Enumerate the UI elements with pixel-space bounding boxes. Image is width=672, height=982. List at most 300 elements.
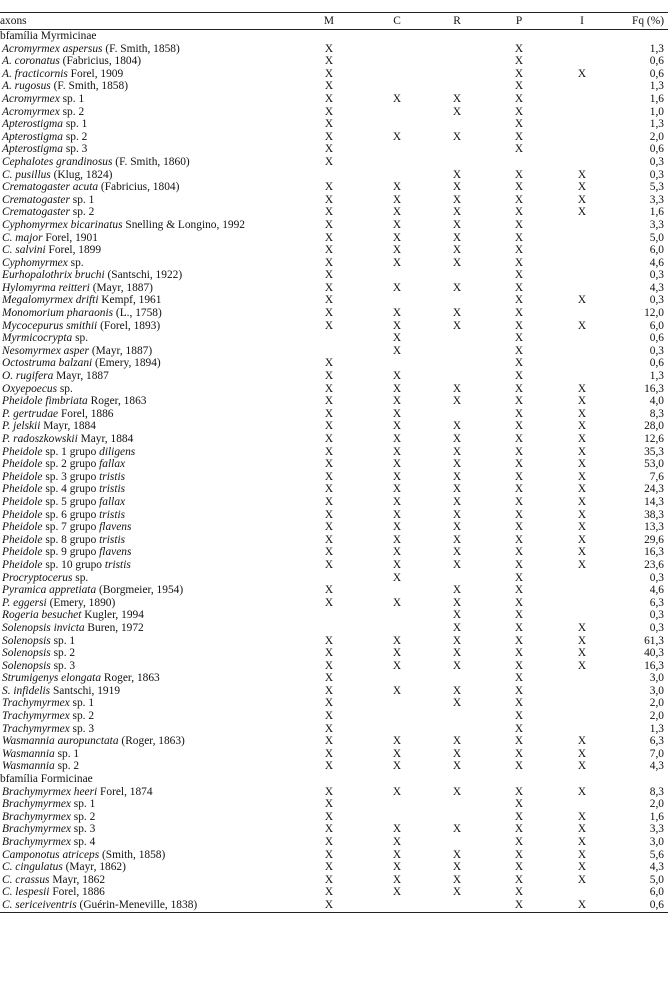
taxon-cell	[0, 93, 290, 106]
table-row	[0, 269, 668, 282]
taxon-name: Oxyepoecus	[2, 382, 58, 395]
cell-frequency: 1,6	[649, 810, 664, 823]
cell-m: X	[324, 508, 334, 521]
taxon-author: (Fabricius, 1804)	[59, 55, 142, 68]
cell-p: X	[514, 92, 524, 105]
cell-frequency: 0,6	[649, 332, 664, 345]
taxon-cell	[0, 635, 290, 648]
cell-c: X	[392, 684, 402, 697]
cell-frequency: 4,3	[649, 760, 664, 773]
taxon-name: Eurhopalothrix bruchi	[2, 269, 105, 282]
taxon-cell	[0, 559, 290, 572]
cell-c: X	[392, 886, 402, 899]
cell-r: X	[452, 181, 462, 194]
cell-i	[550, 798, 614, 811]
taxon-author: (Guérin-Meneville, 1838)	[76, 898, 198, 911]
taxon-name: Pheidole	[2, 495, 43, 508]
taxon-author: Mayr, 1884	[40, 420, 96, 433]
cell-frequency: 0,3	[649, 621, 664, 634]
cell-i	[550, 219, 614, 232]
cell-m: X	[324, 848, 334, 861]
cell-p: X	[514, 458, 524, 471]
cell-r: X	[452, 433, 462, 445]
cell-p: X	[514, 735, 524, 748]
cell-c: X	[392, 420, 402, 433]
table-body	[0, 30, 668, 913]
taxon-author: Mayr, 1887	[53, 370, 109, 383]
taxon-author: sp.	[67, 256, 84, 269]
cell-c: X	[392, 747, 402, 760]
table-row	[0, 232, 668, 245]
cell-r: X	[452, 659, 462, 672]
cell-p: X	[514, 621, 524, 634]
cell-p: X	[514, 710, 524, 723]
cell-r: X	[452, 495, 462, 508]
table-row	[0, 118, 668, 131]
table-row	[0, 509, 668, 522]
taxon-author: Mayr, 1884	[77, 433, 134, 445]
cell-r: X	[452, 307, 462, 320]
cell-c: X	[392, 370, 402, 383]
cell-c: X	[392, 92, 402, 105]
taxon-name: Brachymyrmex heeri	[2, 785, 98, 798]
taxon-cell	[0, 43, 290, 56]
cell-p: X	[514, 395, 524, 408]
taxon-name: Pheidole	[2, 445, 43, 458]
cell-c: X	[392, 218, 402, 231]
cell-r	[426, 710, 488, 723]
cell-p: X	[514, 634, 524, 647]
table-row	[0, 307, 668, 320]
cell-p: X	[514, 760, 524, 773]
taxon-author: Roger, 1863	[101, 672, 160, 685]
taxon-author: sp. 2	[70, 810, 96, 823]
table-row	[0, 861, 668, 874]
taxon-name: Crematogaster	[2, 193, 70, 206]
cell-frequency: 3,0	[649, 672, 664, 685]
taxon-name: Pyramica appretiata	[2, 584, 97, 597]
taxon-name: A. fracticornis	[2, 67, 68, 80]
table-row	[0, 823, 668, 836]
cell-p: X	[514, 55, 524, 68]
taxon-author: (Klug, 1824)	[50, 168, 113, 181]
cell-frequency: 38,3	[644, 508, 664, 521]
cell-m: X	[324, 470, 334, 483]
cell-frequency: 3,0	[649, 684, 664, 697]
cell-p: X	[514, 684, 524, 697]
cell-p: X	[514, 672, 524, 685]
cell-frequency: 0,6	[649, 143, 664, 156]
table-row	[0, 93, 668, 106]
table-row	[0, 723, 668, 736]
cell-i	[550, 43, 614, 56]
cell-c: X	[392, 836, 402, 848]
header-p: P	[515, 14, 523, 27]
cell-frequency: 16,3	[644, 659, 664, 672]
cell-m: X	[324, 395, 334, 408]
cell-i: X	[577, 836, 587, 848]
taxon-cell	[0, 899, 290, 912]
taxon-author: Kugler, 1994	[81, 609, 144, 622]
taxon-author: sp. 1	[59, 92, 85, 105]
cell-p: X	[514, 697, 524, 710]
table-row	[0, 786, 668, 799]
cell-frequency: 29,6	[644, 533, 664, 546]
cell-p: X	[514, 130, 524, 143]
cell-frequency: 0,3	[649, 155, 664, 168]
cell-r: X	[452, 747, 462, 760]
cell-r: X	[452, 584, 462, 597]
table-row	[0, 521, 668, 534]
taxon-author: Roger, 1863	[87, 395, 147, 408]
cell-r: X	[452, 861, 462, 874]
cell-frequency: 6,0	[649, 886, 664, 899]
taxon-cell	[0, 886, 290, 899]
taxon-name: Solenopsis invicta	[2, 621, 85, 634]
cell-r: X	[452, 244, 462, 257]
table-row	[0, 282, 668, 295]
taxon-cell	[0, 80, 290, 93]
taxon-name: Pheidole	[2, 483, 43, 496]
taxon-author: (Mayr, 1862)	[62, 861, 126, 874]
taxon-name: Solenopsis	[2, 634, 51, 647]
table-row	[0, 357, 668, 370]
taxon-author: Forel, 1901	[42, 231, 98, 244]
taxon-author: sp. 1	[62, 118, 88, 131]
subfamily-label: bfamília Formicinae	[0, 773, 93, 786]
taxon-cell	[0, 320, 290, 333]
cell-m	[290, 345, 368, 358]
cell-c: X	[392, 571, 402, 584]
cell-frequency: 6,3	[649, 735, 664, 748]
table-row	[0, 622, 668, 635]
cell-r: X	[452, 609, 462, 622]
taxon-cell	[0, 55, 290, 68]
cell-i: X	[577, 823, 587, 836]
cell-p: X	[514, 168, 524, 181]
taxon-name: P. gertrudae	[2, 407, 59, 420]
taxon-author: Forel, 1874	[97, 785, 153, 798]
cell-c: X	[392, 546, 402, 559]
table-row	[0, 798, 668, 811]
cell-i	[550, 723, 614, 736]
cell-c: X	[392, 307, 402, 320]
cell-i	[550, 685, 614, 698]
cell-m: X	[324, 206, 334, 219]
cell-p: X	[514, 898, 524, 911]
taxon-cell	[0, 735, 290, 748]
table-header	[0, 13, 668, 30]
cell-p: X	[514, 596, 524, 609]
cell-p: X	[514, 206, 524, 219]
table-row	[0, 395, 668, 408]
cell-r	[426, 408, 488, 421]
cell-m: X	[324, 898, 334, 911]
taxon-name: Megalomyrmex drifti	[2, 294, 99, 307]
cell-i	[550, 232, 614, 245]
taxon-author: (Borgmeier, 1954)	[96, 584, 184, 597]
cell-frequency: 1,0	[649, 105, 664, 118]
cell-p: X	[514, 269, 524, 282]
cell-m: X	[324, 42, 334, 55]
taxon-group: fallax	[99, 458, 126, 471]
cell-r	[426, 357, 488, 370]
taxon-cell	[0, 471, 290, 484]
taxon-author: sp. 1	[50, 634, 76, 647]
cell-frequency: 28,0	[644, 420, 664, 433]
taxon-author: sp. 2	[69, 710, 95, 723]
cell-c: X	[392, 130, 402, 143]
cell-frequency: 1,3	[649, 370, 664, 383]
cell-frequency: 40,3	[644, 647, 664, 660]
taxon-cell	[0, 786, 290, 799]
taxon-cell	[0, 811, 290, 824]
cell-c	[368, 80, 426, 93]
table-row	[0, 194, 668, 207]
cell-i	[550, 143, 614, 156]
taxon-author: sp. 3	[62, 143, 88, 156]
taxon-author: sp. 2	[59, 105, 85, 118]
cell-m: X	[324, 747, 334, 760]
cell-m: X	[324, 357, 334, 370]
taxon-cell	[0, 181, 290, 194]
cell-m	[290, 572, 368, 585]
cell-c: X	[392, 281, 402, 294]
taxon-name: Myrmicocrypta	[2, 332, 73, 345]
table-row	[0, 748, 668, 761]
taxon-cell	[0, 345, 290, 358]
cell-frequency: 0,3	[649, 168, 664, 181]
cell-i	[550, 584, 614, 597]
cell-i	[550, 244, 614, 257]
cell-m: X	[324, 672, 334, 685]
cell-m: X	[324, 584, 334, 597]
table-row	[0, 697, 668, 710]
cell-c: X	[392, 823, 402, 836]
cell-i: X	[577, 785, 587, 798]
cell-m: X	[324, 307, 334, 320]
table-row	[0, 131, 668, 144]
taxon-author: (F. Smith, 1858)	[50, 80, 128, 93]
cell-p: X	[514, 873, 524, 886]
cell-c: X	[392, 495, 402, 508]
table-row	[0, 735, 668, 748]
table-row	[0, 597, 668, 610]
taxon-name: Crematogaster acuta	[2, 181, 99, 194]
taxon-author: Mayr, 1862	[49, 873, 106, 886]
table-row	[0, 811, 668, 824]
taxon-author: (Smith, 1858)	[99, 848, 166, 861]
cell-i	[550, 572, 614, 585]
cell-m: X	[324, 281, 334, 294]
cell-i: X	[577, 621, 587, 634]
taxon-author: sp. 8 grupo	[42, 533, 100, 546]
taxon-cell	[0, 584, 290, 597]
cell-r	[426, 332, 488, 345]
table-row	[0, 169, 668, 182]
table-row	[0, 181, 668, 194]
taxon-cell	[0, 257, 290, 270]
cell-c: X	[392, 848, 402, 861]
cell-c	[368, 43, 426, 56]
cell-frequency: 0,6	[649, 357, 664, 370]
cell-p: X	[514, 546, 524, 559]
cell-r: X	[452, 218, 462, 231]
taxon-name: Apterostigma	[2, 118, 63, 131]
cell-m: X	[324, 193, 334, 206]
cell-p: X	[514, 584, 524, 597]
taxon-cell	[0, 483, 290, 496]
cell-i: X	[577, 168, 587, 181]
cell-c	[368, 357, 426, 370]
table-row	[0, 345, 668, 358]
cell-c: X	[392, 634, 402, 647]
subfamily-label: bfamília Myrmicinae	[0, 30, 97, 42]
taxon-group: fallax	[99, 495, 126, 508]
table-row	[0, 106, 668, 119]
cell-r: X	[452, 231, 462, 244]
taxon-cell	[0, 697, 290, 710]
cell-r: X	[452, 684, 462, 697]
cell-i: X	[577, 483, 587, 496]
cell-frequency: 6,0	[649, 319, 664, 332]
taxon-name: A. rugosus	[2, 80, 51, 93]
cell-frequency: 0,3	[649, 344, 664, 357]
taxon-cell	[0, 521, 290, 534]
table-row	[0, 370, 668, 383]
taxon-cell	[0, 307, 290, 320]
taxon-cell	[0, 597, 290, 610]
taxon-author: sp. 2	[50, 647, 76, 660]
taxon-name: Pheidole	[2, 508, 43, 521]
cell-m: X	[324, 710, 334, 723]
taxon-author: Forel, 1886	[49, 886, 105, 899]
cell-frequency: 16,3	[644, 382, 664, 395]
taxon-name: P. radoszkowskii	[2, 433, 78, 445]
cell-p: X	[514, 181, 524, 194]
taxon-author: (Roger, 1863)	[118, 735, 185, 748]
taxon-author: (L., 1758)	[113, 307, 162, 320]
cell-m: X	[324, 823, 334, 836]
cell-p: X	[514, 344, 524, 357]
cell-p	[488, 156, 550, 169]
cell-r	[426, 118, 488, 131]
cell-p: X	[514, 836, 524, 848]
taxon-author: sp.	[57, 382, 73, 395]
taxon-author: sp. 2	[69, 206, 95, 219]
cell-frequency: 5,0	[649, 873, 664, 886]
taxon-name: A. coronatus	[2, 55, 60, 68]
cell-p: X	[514, 508, 524, 521]
cell-i: X	[577, 558, 587, 571]
taxon-cell	[0, 874, 290, 887]
taxon-name: Octostruma balzani	[2, 357, 93, 370]
table-row	[0, 68, 668, 81]
taxon-author: sp. 1	[69, 193, 95, 206]
subfamily-row	[0, 30, 668, 43]
cell-frequency: 6,3	[649, 596, 664, 609]
cell-c: X	[392, 344, 402, 357]
taxon-cell	[0, 194, 290, 207]
cell-p: X	[514, 722, 524, 735]
cell-c: X	[392, 332, 402, 345]
taxon-author: Forel, 1909	[67, 67, 124, 80]
cell-i	[550, 282, 614, 295]
cell-p: X	[514, 659, 524, 672]
cell-frequency: 53,0	[644, 458, 664, 471]
cell-r: X	[452, 130, 462, 143]
taxon-author: sp. 4 grupo	[42, 483, 100, 496]
taxon-author: Santschi, 1919	[50, 684, 121, 697]
cell-r: X	[452, 735, 462, 748]
cell-m: X	[324, 407, 334, 420]
table-row	[0, 219, 668, 232]
cell-r: X	[452, 470, 462, 483]
cell-i: X	[577, 647, 587, 660]
table-row	[0, 874, 668, 887]
cell-frequency: 8,3	[649, 785, 664, 798]
cell-c: X	[392, 382, 402, 395]
taxon-name: C. lespesii	[2, 886, 50, 899]
cell-frequency: 4,6	[649, 584, 664, 597]
taxon-name: Brachymyrmex	[2, 810, 71, 823]
cell-r: X	[452, 521, 462, 534]
cell-r	[426, 43, 488, 56]
cell-frequency: 0,6	[649, 898, 664, 911]
cell-frequency: 2,0	[649, 130, 664, 143]
taxon-name: S. infidelis	[2, 684, 51, 697]
cell-c	[368, 143, 426, 156]
cell-c	[368, 710, 426, 723]
cell-i: X	[577, 747, 587, 760]
cell-p: X	[514, 571, 524, 584]
cell-frequency: 1,3	[649, 80, 664, 93]
cell-p: X	[514, 105, 524, 118]
taxon-cell	[0, 269, 290, 282]
cell-c: X	[392, 181, 402, 194]
cell-r: X	[452, 92, 462, 105]
cell-m: X	[324, 735, 334, 748]
cell-m: X	[324, 546, 334, 559]
taxon-cell	[0, 458, 290, 471]
cell-m: X	[324, 433, 334, 445]
taxon-name: Mycocepurus smithii	[2, 319, 98, 332]
cell-r: X	[452, 760, 462, 773]
cell-frequency: 4,3	[649, 861, 664, 874]
cell-c: X	[392, 458, 402, 471]
cell-i: X	[577, 433, 587, 445]
cell-i: X	[577, 382, 587, 395]
cell-frequency: 1,3	[649, 722, 664, 735]
cell-i: X	[577, 533, 587, 546]
taxon-name: Solenopsis	[2, 647, 51, 660]
taxon-cell	[0, 118, 290, 131]
taxon-cell	[0, 408, 290, 421]
header-fq: Fq (%)	[632, 14, 664, 27]
header-c: C	[393, 14, 401, 27]
table-row	[0, 760, 668, 773]
taxon-cell	[0, 131, 290, 144]
taxon-name: Pheidole	[2, 533, 43, 546]
taxon-author: sp. 3 grupo	[42, 470, 100, 483]
cell-i	[550, 269, 614, 282]
taxon-author: sp. 1	[54, 747, 80, 760]
cell-r: X	[452, 596, 462, 609]
taxon-name: Apterostigma	[2, 130, 63, 143]
cell-c	[368, 269, 426, 282]
taxon-cell	[0, 849, 290, 862]
cell-i	[550, 106, 614, 119]
